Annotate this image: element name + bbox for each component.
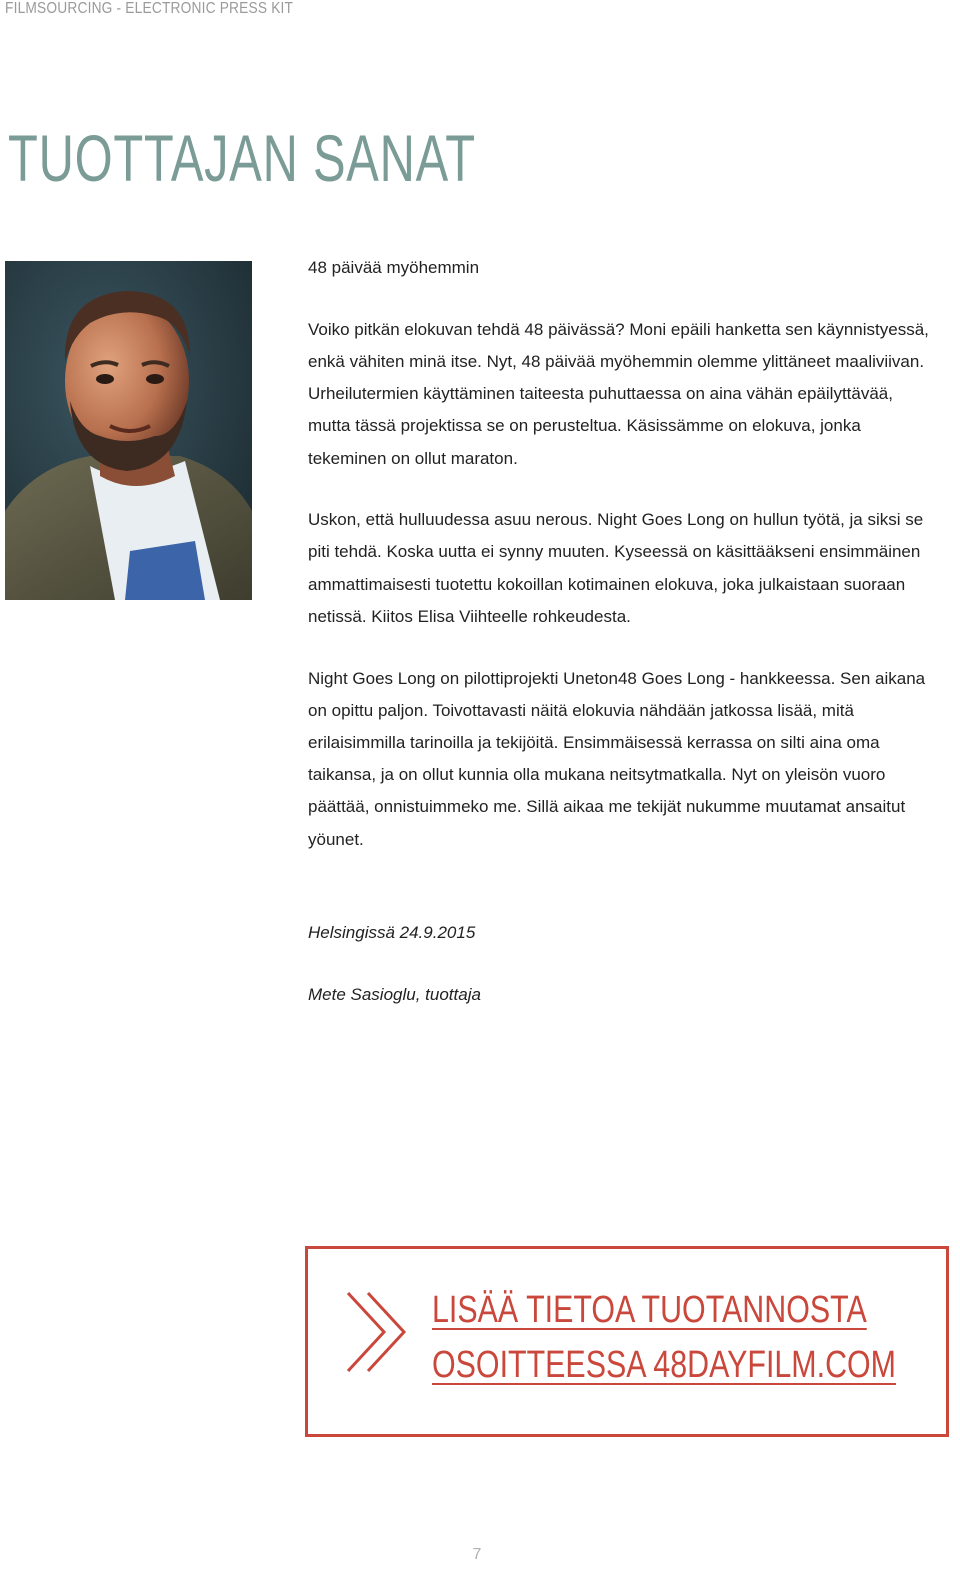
- letter-body: [308, 252, 938, 885]
- letter-paragraph: Uskon, että hulluudessa asuu nerous. Night Goes Long on hullun työtä, ja siksi se piti tehdä. Koska uutta ei synny muuten. Kyseessä on käsittääkseni ensimmäinen ammattimaisesti tuotettu kokoillan kotimainen elokuva, joka julkaistaan suoraan netissä. Kiitos Elisa Viihteelle rohkeudesta.: [308, 510, 924, 626]
- double-chevron-right-icon: [344, 1289, 410, 1375]
- page-title: TUOTTAJAN SANAT: [8, 121, 476, 195]
- letter-paragraph: Night Goes Long on pilottiprojekti Uneton48 Goes Long - hankkeessa. Sen aikana on opittu paljon. Toivottavasti näitä elokuvia nähdään jatkossa lisää, mitä erilaisimmilla tarinoilla ja tekijöitä. Ensimmäisessä kerrassa on silti aina oma taikansa, ja on ollut kunnia olla mukana neitsytmatkalla. Nyt on yleisön vuoro päättää, onnistuimmeko me. Sillä aikaa me tekijät nukumme muutamat ansaitut yöunet.: [308, 668, 926, 849]
- cta-link-line-2[interactable]: OSOITTEESSA 48DAYFILM.COM: [432, 1344, 896, 1386]
- place-date: Helsingissä 24.9.2015: [308, 923, 476, 942]
- letter-heading: 48 päivää myöhemmin: [308, 258, 480, 277]
- letter-paragraph: Voiko pitkän elokuvan tehdä 48 päivässä? Moni epäili hanketta sen käynnistyessä, enkä vähiten minä itse. Nyt, 48 päivää myöhemmin olemme ylittäneet maaliviivan. Urheilutermien käyttäminen taiteesta puhuttaessa on aina vähän epäilyttävää, mutta tässä projektissa se on perusteltua. Käsissämme on elokuva, jonka tekeminen on ollut maraton.: [308, 319, 929, 468]
- cta-link-line-1[interactable]: LISÄÄ TIETOA TUOTANNOSTA: [432, 1289, 867, 1331]
- signature: Mete Sasioglu, tuottaja: [308, 985, 481, 1004]
- producer-portrait: [5, 261, 252, 600]
- page-number: 7: [472, 1546, 482, 1563]
- header-label: FILMSOURCING - ELECTRONIC PRESS KIT: [5, 0, 294, 17]
- cta-box[interactable]: [305, 1246, 949, 1437]
